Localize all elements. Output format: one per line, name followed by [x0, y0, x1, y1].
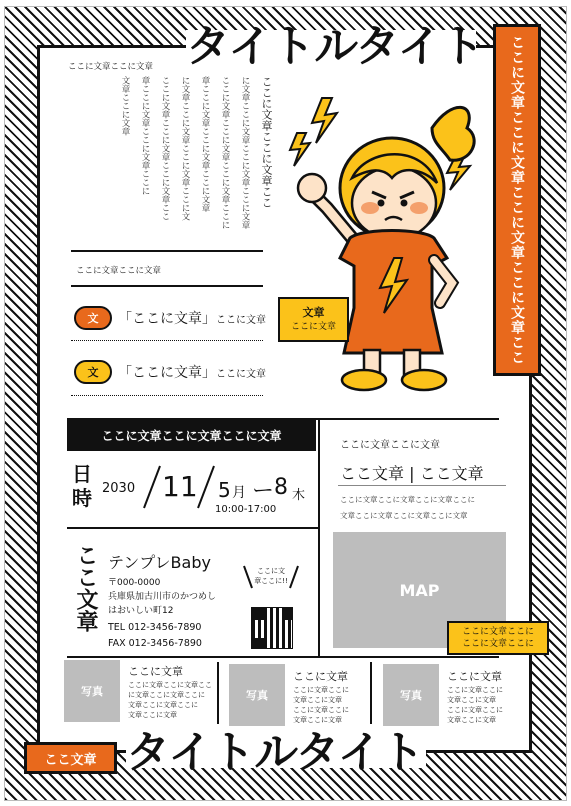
qr-code-icon: [251, 607, 293, 649]
divider: [71, 250, 263, 252]
photo-desc-line: ここに文章ここに: [293, 706, 349, 714]
slash-icon: [142, 464, 162, 510]
photo-desc-line: 文章ここに文章: [447, 696, 496, 704]
item-quote-text: 「ここに文章」: [118, 311, 216, 327]
info-text-2: 文章ここに文章ここに文章ここに文章: [340, 511, 468, 520]
title-bottom-text: タイトルタイト: [126, 727, 424, 778]
date-month: 11: [162, 470, 198, 503]
divider: [67, 527, 318, 529]
photo-desc-line: 文章ここに文章ここに: [128, 701, 198, 709]
org-address: [108, 576, 216, 618]
photo-desc-line: 文章ここに文章: [293, 716, 342, 724]
speech-lines-icon: [240, 562, 302, 592]
org-fax: FAX 012-3456-7890: [108, 638, 202, 649]
title-bottom: [126, 722, 436, 784]
item-quote: [118, 308, 266, 328]
date-time: 10:00-17:00: [215, 504, 277, 515]
vertical-text-block: [74, 76, 274, 246]
vertical-divider: [318, 418, 320, 658]
photo-desc-line: ここに文章ここに文章ここ: [128, 681, 212, 689]
photo-desc: [447, 685, 503, 725]
date-dash: ー: [252, 479, 275, 504]
vertical-banner-text: ここに文章ここに文章ここに文章ここに文章ここ: [509, 35, 525, 365]
date-label-2: 時: [72, 486, 92, 510]
section-divider: [67, 656, 499, 658]
date-year: 2030: [102, 481, 136, 496]
date-day: 5: [218, 478, 231, 502]
photo-desc: [293, 685, 349, 725]
photo-desc-line: に文章ここに文章ここに: [128, 691, 205, 699]
map-placeholder: MAP: [333, 532, 506, 648]
photo-desc-line: ここに文章ここに: [447, 706, 503, 714]
photo-desc-line: ここに文章ここに: [447, 686, 503, 694]
date-day-end: 8: [274, 475, 288, 500]
badge-line-2: ここに文章: [290, 321, 336, 332]
item-quote-after: ここに文章: [216, 369, 266, 380]
dotted-divider: [71, 395, 263, 396]
item-quote-after: ここに文章: [216, 315, 266, 326]
photo-desc-line: 文章ここに文章: [293, 696, 342, 704]
org-vertical: ここ文章: [73, 544, 98, 632]
qr-note-1: ここに文: [257, 567, 285, 575]
photo-desc: [128, 680, 212, 720]
item-quote-text: 「ここに文章」: [118, 365, 216, 381]
item-pill-orange: 文: [74, 306, 112, 330]
vertical-col: 章ここに文章ここに文章ここに文章: [200, 76, 210, 212]
yellow-badge: [278, 297, 349, 342]
org-postal: 〒000-0000: [108, 578, 161, 588]
info-heading: ここ文章 | ここ文章: [340, 464, 484, 483]
vertical-lead: ここに文章ここに文章ここ: [260, 76, 273, 208]
photo-title: ここに文章: [128, 665, 183, 678]
org-address-1: 兵庫県加古川市のかつめし: [108, 592, 217, 602]
lightning-bolt-icon: [312, 98, 337, 143]
vertical-divider: [370, 662, 372, 724]
map-tag: [447, 621, 549, 655]
vertical-divider: [217, 662, 219, 724]
photo-title: ここに文章: [293, 670, 348, 683]
small-header: ここに文章ここに文章: [68, 62, 154, 72]
info-label: ここに文章ここに文章: [340, 440, 440, 451]
org-contact: [108, 620, 202, 652]
vertical-col: 章ここに文章ここに文章ここに: [140, 76, 150, 195]
date-weekday: 木: [292, 488, 306, 503]
date-month-unit: 月: [232, 485, 246, 501]
badge-line-1: 文章: [302, 305, 325, 319]
org-name: テンプレBaby: [108, 553, 211, 572]
item-quote: [118, 362, 266, 382]
photo-title: ここに文章: [447, 670, 502, 683]
photo-placeholder: 写真: [383, 664, 439, 726]
bottom-orange-label: ここ文章: [24, 742, 117, 774]
vertical-col: ここに文章ここに文章ここに文章ここに: [220, 76, 230, 229]
black-title-bar: ここに文章ここに文章ここに文章: [67, 420, 316, 451]
vertical-col: ここに文章ここに文章ここに文章ここ: [160, 76, 170, 221]
map-tag-2: ここに文章ここに: [461, 639, 534, 649]
photo-desc-line: 文章ここに文章: [128, 711, 177, 719]
qr-note-2: 章ここに!!: [254, 577, 288, 585]
photo-desc-line: ここに文章ここに: [293, 686, 349, 694]
vertical-col: 文章ここに文章: [120, 76, 130, 136]
photo-placeholder: 写真: [229, 664, 285, 726]
title-top: [186, 16, 486, 78]
dotted-divider: [71, 340, 263, 341]
vertical-orange-banner: [493, 24, 541, 376]
map-tag-1: ここに文章ここに: [461, 627, 534, 637]
title-top-text: タイトルタイト: [186, 21, 484, 72]
photo-placeholder: 写真: [64, 660, 120, 722]
info-text: [340, 492, 475, 524]
date-label: [72, 462, 92, 510]
item-pill-yellow: 文: [74, 360, 112, 384]
vertical-col: に文章ここに文章ここに文章ここに文章: [240, 76, 250, 229]
mid-label: ここに文章ここに文章: [76, 266, 162, 276]
divider: [338, 485, 506, 486]
photo-desc-line: 文章ここに文章: [447, 716, 496, 724]
vertical-col: に文章ここに文章ここに文章ここに文: [180, 76, 190, 221]
angry-girl-illustration: [282, 88, 482, 398]
slash-icon: [196, 464, 216, 510]
date-label-1: 日: [72, 462, 92, 486]
info-text-1: ここに文章ここに文章ここに文章ここに: [340, 495, 475, 504]
lightning-bolt-icon: [290, 133, 310, 166]
org-address-2: はおいしい町12: [108, 606, 174, 616]
org-tel: TEL 012-3456-7890: [108, 622, 202, 633]
divider: [71, 285, 263, 287]
